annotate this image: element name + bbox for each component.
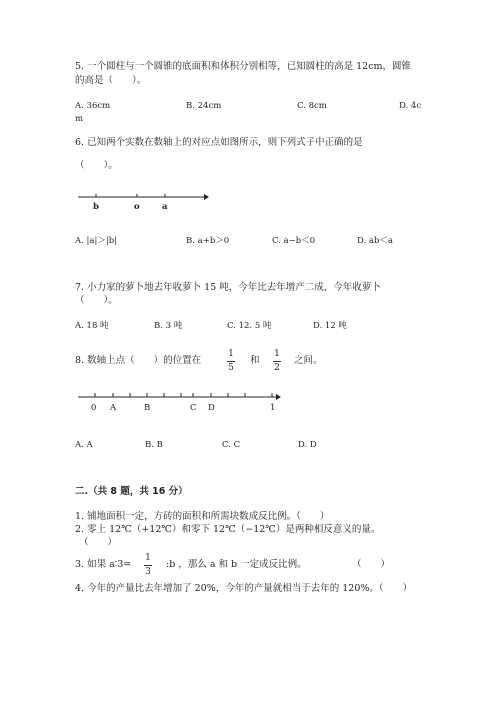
q6-label-o: o [134, 202, 140, 212]
s2-q3-numerator: 1 [145, 553, 151, 563]
q8-label-0: 0 [91, 403, 97, 413]
q8-number-line [78, 393, 281, 400]
q8-label-1: 1 [270, 403, 276, 413]
q8-label-b: B [144, 403, 151, 413]
q5-option-a: A. 36cm [75, 101, 111, 111]
q8-and-word: 和 [250, 355, 260, 366]
s2-item-4: 4. 今年的产量比去年增加了 20%，今年的产量就相当于去年的 120%。（ ） [75, 583, 413, 594]
q6-option-a: A. |a|＞|b| [75, 236, 118, 246]
q8-fraction-one-half [273, 349, 281, 374]
q6-stem-line1: 6. 已知两个实数在数轴上的对应点如图所示，则下列式子中正确的是 [75, 137, 363, 148]
q8-frac1-denominator: 5 [228, 363, 234, 373]
s2-item-3-suffix: :b ，那么 a 和 b 一定成反比例。 [166, 559, 307, 570]
s2-q3-denominator: 3 [145, 567, 151, 577]
q8-frac1-numerator: 1 [228, 349, 234, 359]
q5-option-d: D. 4c [399, 101, 422, 111]
q8-frac2-denominator: 2 [274, 363, 280, 373]
s2-item-2-paren: （ ） [79, 537, 118, 548]
q6-option-c: C. a−b＜0 [272, 236, 316, 246]
q8-label-d: D [208, 403, 215, 413]
q6-option-b: B. a+b＞0 [186, 236, 230, 246]
s2-item-3-paren: （ ） [352, 559, 391, 570]
q8-frac2-numerator: 1 [274, 349, 280, 359]
q8-stem-prefix: 8. 数轴上点（ ）的位置在 [75, 355, 202, 366]
q8-option-a: A. A [75, 440, 93, 450]
q6-number-line [78, 194, 209, 200]
q7-option-c: C. 12. 5 吨 [227, 321, 272, 331]
q6-label-a: a [162, 202, 168, 212]
q7-option-d: D. 12 吨 [313, 321, 347, 331]
q5-stem-line2: 的高是（ ）。 [75, 75, 147, 86]
q7-option-b: B. 3 吨 [154, 321, 183, 331]
q8-label-c: C [190, 403, 197, 413]
q5-option-b: B. 24cm [186, 101, 222, 111]
q8-option-d: D. D [298, 440, 317, 450]
q7-option-a: A. 18 吨 [75, 321, 109, 331]
q5-option-c: C. 8cm [297, 101, 327, 111]
q6-label-b: b [93, 202, 99, 212]
q8-option-b: B. B [145, 440, 163, 450]
s2-item-2: 2. 零上 12℃（+12℃）和零下 12℃（−12℃）是两种相反意义的量。 [75, 524, 381, 535]
q7-stem-line1: 7. 小力家的萝卜地去年收萝卜 15 吨，今年比去年增产二成，今年收萝卜 [75, 282, 381, 293]
q8-option-c: C. C [222, 440, 241, 450]
s2-item-1: 1. 铺地面积一定，方砖的面积和所需块数成反比例。（ ） [75, 511, 330, 522]
q5-option-d-wrap: m [75, 114, 84, 124]
q5-stem-line1: 5. 一个圆柱与一个圆锥的底面积和体积分别相等，已知圆柱的高是 12cm，圆锥 [75, 61, 412, 72]
q7-stem-line2: （ ）。 [75, 295, 118, 306]
section2-title: 二.（共 8 题，共 16 分） [75, 486, 188, 497]
q6-stem-line2: （ ）。 [75, 160, 118, 171]
q8-fraction-one-fifth [227, 349, 235, 374]
q8-stem-suffix: 之间。 [294, 355, 323, 366]
s2-q3-fraction [144, 553, 152, 578]
s2-item-3-prefix: 3. 如果 a∶3= [75, 559, 132, 570]
q8-label-a: A [110, 403, 117, 413]
q6-option-d: D. ab＜a [357, 236, 393, 246]
